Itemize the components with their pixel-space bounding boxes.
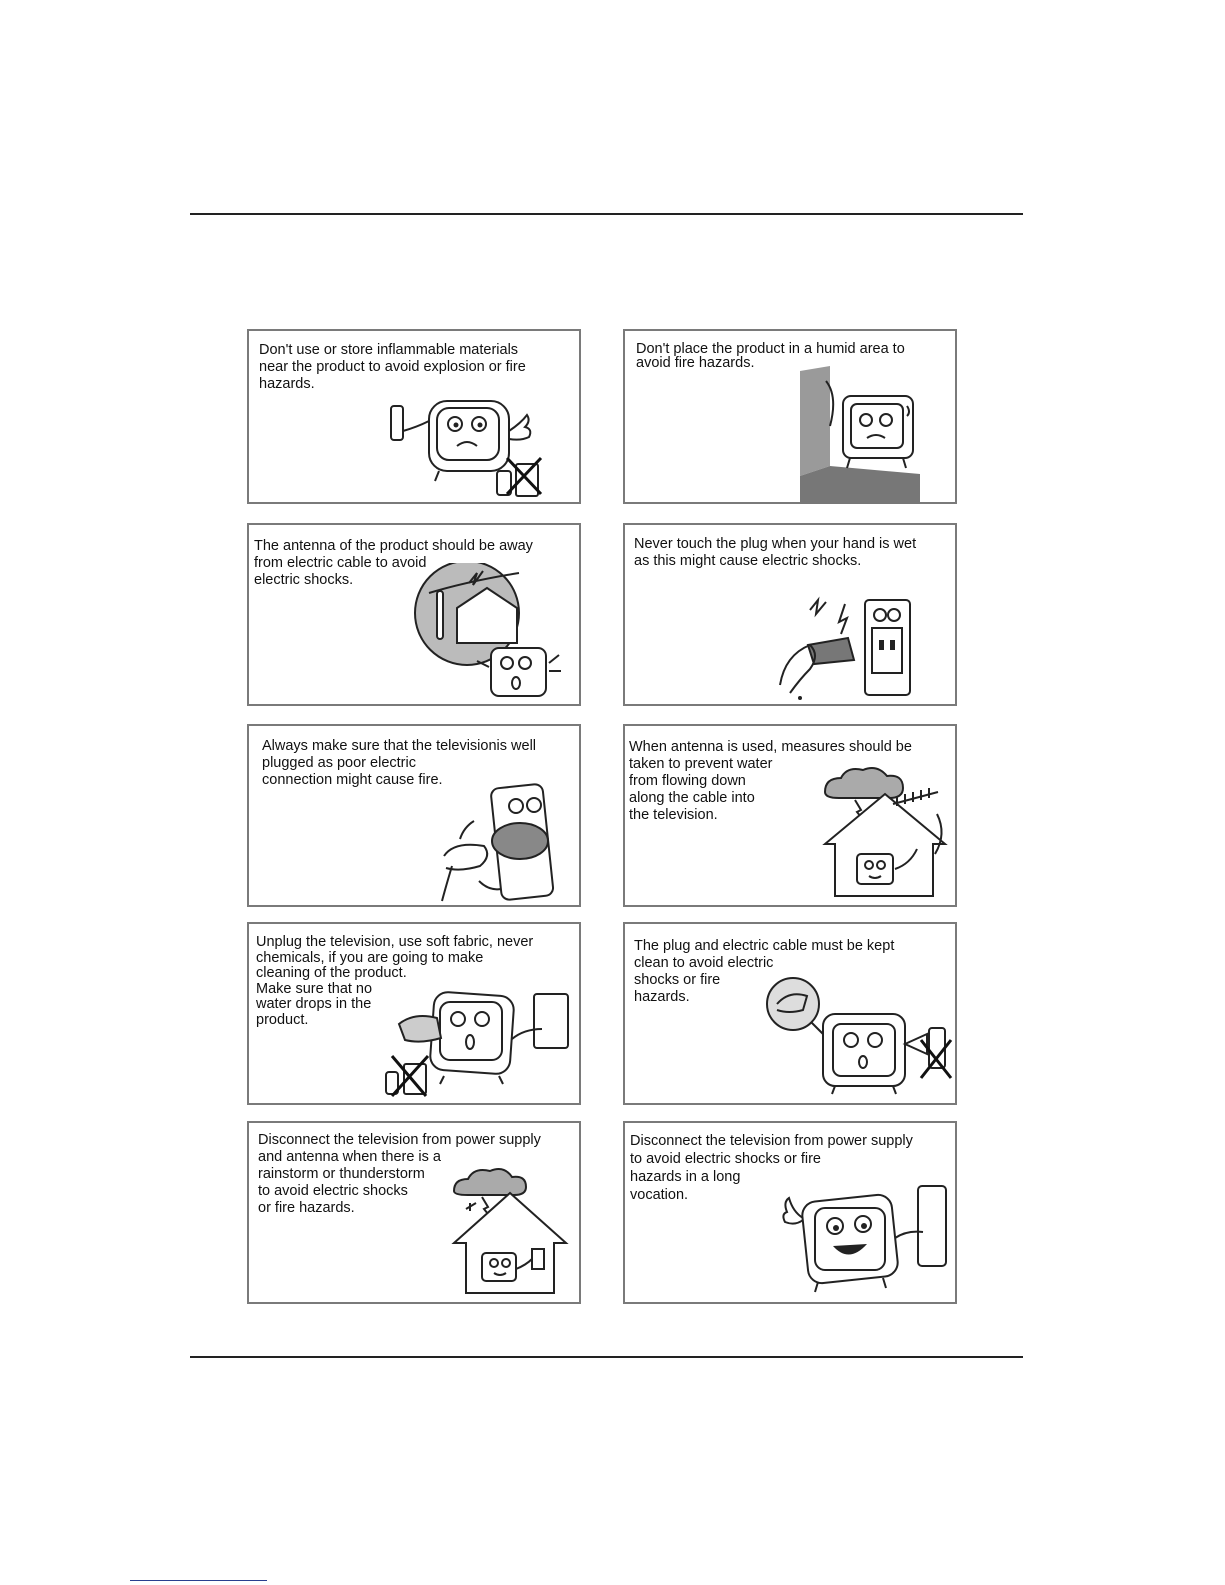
safety-card-antenna-water: [623, 724, 957, 907]
tv-with-flammable-bottles-icon: [379, 386, 579, 501]
card-text: Unplug the television, use soft fabric, never chemicals, if you are going to make cleaning of the product. Make sure that no water drops in the product.: [256, 934, 534, 1028]
safety-card-thunderstorm: [247, 1121, 581, 1304]
house-antenna-rain-icon: [815, 764, 955, 904]
bottom-rule: [190, 1356, 1023, 1358]
safety-card-flammable: [247, 329, 581, 504]
safety-card-well-plugged: [247, 724, 581, 907]
card-text: The antenna of the product should be away from electric cable to avoid electric shocks.: [254, 538, 533, 588]
card-text: Always make sure that the televisionis well plugged as poor electric connection might cause fire.: [262, 738, 537, 788]
safety-card-long-vacation: [623, 1121, 957, 1304]
tv-cleaning-icon: [384, 984, 579, 1104]
card-text: When antenna is used, measures should be taken to prevent water from flowing down along the cable into the television.: [629, 739, 912, 823]
card-text: Disconnect the television from power supply and antenna when there is a rainstorm or thunderstorm to avoid electric shocks or fire hazards.: [258, 1132, 541, 1216]
card-text: Don't place the product in a humid area to avoid fire hazards.: [636, 341, 905, 371]
tv-unplugging-icon: [763, 1178, 953, 1303]
card-text: Disconnect the television from power supply to avoid electric shocks or fire hazards in a long vocation.: [630, 1133, 913, 1203]
tv-in-humid-corner-icon: [795, 366, 955, 504]
card-text: Don't use or store inflammable materials near the product to avoid explosion or fire hazards.: [259, 342, 526, 392]
safety-card-antenna-cable: [247, 523, 581, 706]
plug-in-socket-icon: [424, 781, 574, 906]
safety-card-clean-plug: [623, 922, 957, 1105]
card-text: Never touch the plug when your hand is wet as this might cause electric shocks.: [634, 536, 917, 569]
card-text: The plug and electric cable must be kept clean to avoid electric shocks or fire hazards.: [634, 938, 895, 1005]
antenna-near-power-line-icon: [409, 563, 579, 703]
safety-card-humid: [623, 329, 957, 504]
wet-hand-plug-icon: [770, 590, 920, 705]
footer-link-underline: [130, 1580, 267, 1581]
clean-plug-icon: [763, 974, 953, 1102]
top-rule: [190, 213, 1023, 215]
safety-card-wet-hand: [623, 523, 957, 706]
safety-card-cleaning: [247, 922, 581, 1105]
house-thunderstorm-icon: [444, 1161, 579, 1303]
